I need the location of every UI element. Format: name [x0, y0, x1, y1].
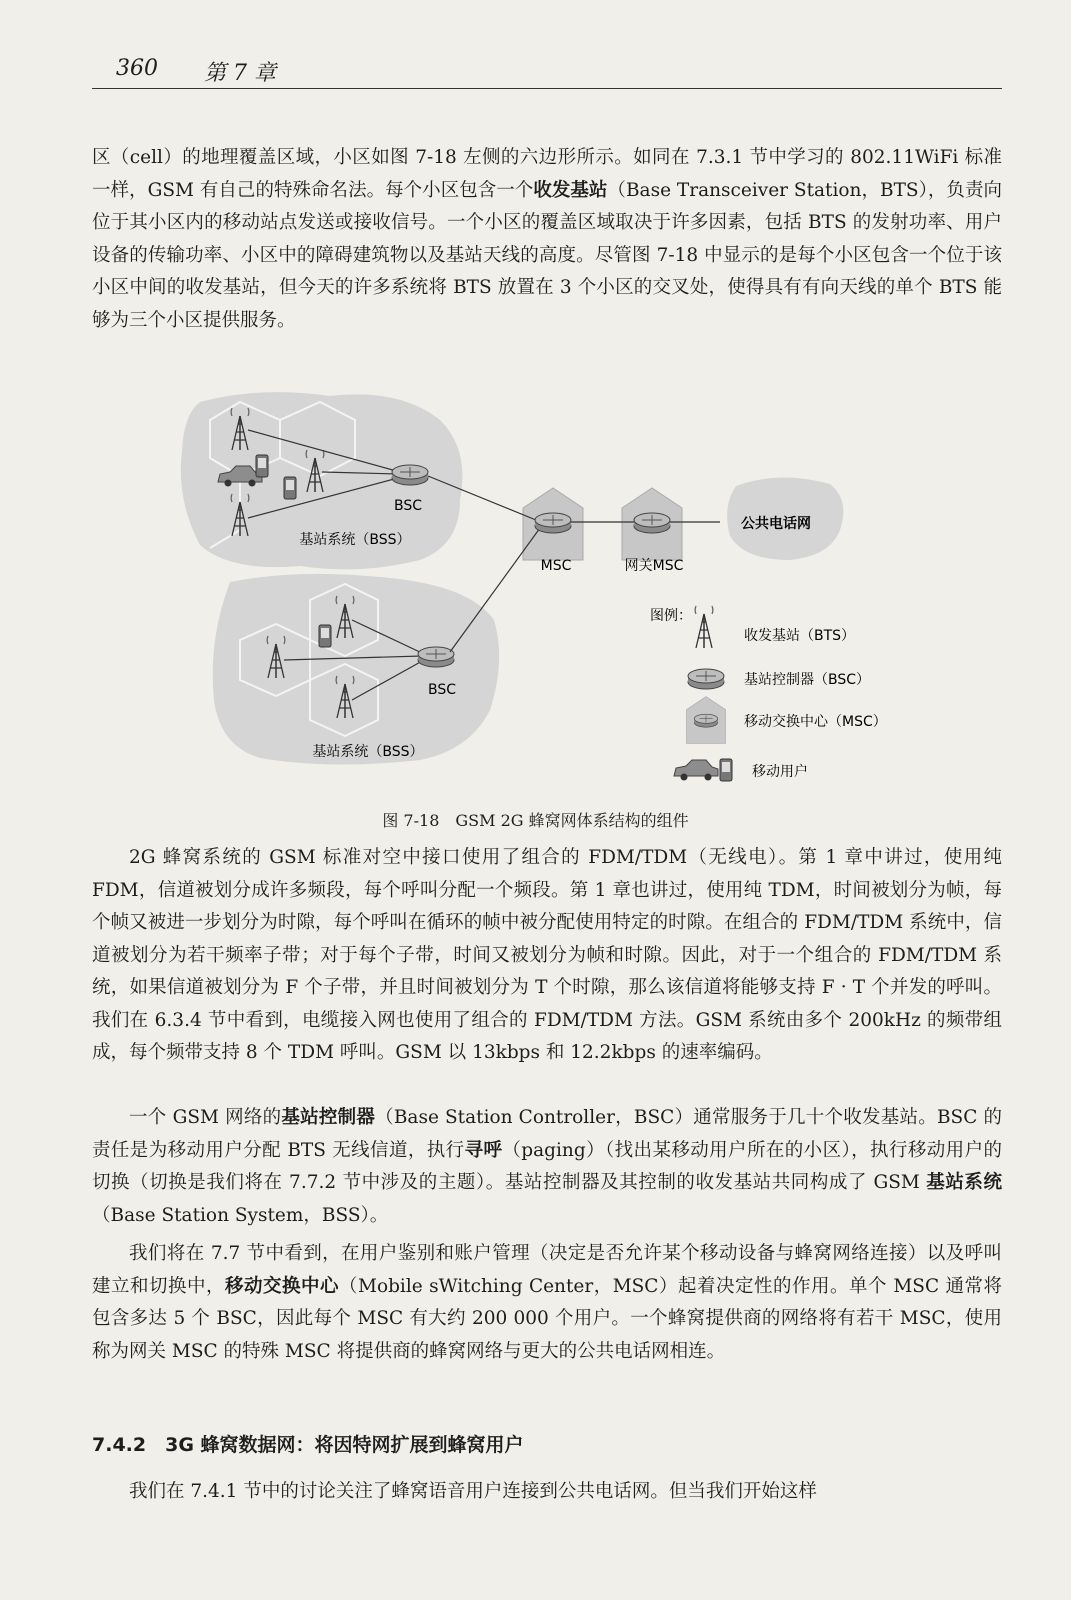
chapter-label: 第 7 章 [204, 61, 276, 86]
pstn-label: 公共电话网 [741, 516, 811, 532]
term-bts: 收发基站 [533, 179, 608, 201]
term-bss: 基站系统 [926, 1172, 1002, 1193]
bss-bottom-label: 基站系统（BSS） [312, 744, 424, 760]
page-number: 360 [116, 56, 158, 81]
legend-title: 图例： [650, 608, 692, 624]
term-bsc: 基站控制器 [281, 1107, 376, 1128]
para3-text-e: （paging）（找出某移动用户所在的小区），执行移动用户的切换（切换是我们将在 7.7.2 节中涉及的主题）。基站控制器及其控制的收发基站共同构成了 GSM [92, 1139, 1002, 1193]
para1-text-a: 区（cell）的地理覆盖区域，小区如图 7-18 左侧的六边形所示。如同在 7.3.1 节中学习的 802.11WiFi 标准一样，GSM 有自己的特殊命名法。每个小区包含一个 [92, 147, 1002, 201]
para4-text-c: （Mobile sWitching Center，MSC）起着决定性的作用。单个 MSC 通常将包含多达 5 个 BSC，因此每个 MSC 有大约 200 000 个用户。一个蜂窝提供商的网络将有若干 MSC，使用称为网关 MSC 的特殊 MSC 将提供商的蜂窝网络与更大的公共电话网相连。 [92, 1275, 1002, 1362]
para3-text-c: （Base Station Controller，BSC）通常服务于几十个收发基站。BSC 的责任是为移动用户分配 BTS 无线信道，执行 [92, 1107, 1002, 1161]
gateway-msc-label: 网关MSC [624, 558, 684, 574]
paragraph-5: 我们在 7.4.1 节中的讨论关注了蜂窝语音用户连接到公共电话网。但当我们开始这样 [129, 1481, 817, 1502]
bsc-top-label: BSC [393, 498, 423, 514]
bss-top-label: 基站系统（BSS） [299, 532, 411, 548]
term-paging: 寻呼 [464, 1139, 503, 1161]
section-heading: 7.4.2 3G 蜂窝数据网：将因特网扩展到蜂窝用户 [92, 1434, 524, 1456]
paragraph-4 [92, 1238, 1002, 1368]
bsc-bottom-label: BSC [427, 682, 457, 698]
legend-bts: 收发基站（BTS） [744, 628, 856, 644]
para4-text-a: 我们将在 7.7 节中看到，在用户鉴别和账户管理（决定是否允许某个移动设备与蜂窝网络连接）以及呼叫建立和切换中， [92, 1243, 1002, 1297]
legend-mobile-user: 移动用户 [752, 764, 808, 780]
para3-text-g: （Base Station System，BSS）。 [92, 1204, 389, 1226]
term-msc: 移动交换中心 [225, 1275, 339, 1297]
para1-text-c: （Base Transceiver Station，BTS），负责向位于其小区内的移动站点发送或接收信号。一个小区的覆盖区域取决于许多因素，包括 BTS 的发射功率、用户设备的传输功率、小区中的障碍建筑物以及基站天线的高度。尽管图 7-18 中显示的是每个小区包含一个位于该小区中间的收发基站，但今天的许多系统将 BTS 放置在 3 个小区的交叉处，使得具有有向天线的单个 BTS 能够为三个小区提供服务。 [92, 179, 1002, 331]
legend-bsc: 基站控制器（BSC） [744, 672, 871, 688]
msc-label: MSC [540, 558, 572, 574]
figure-caption: 图 7-18 GSM 2G 蜂窝网体系结构的组件 [382, 811, 689, 830]
paragraph-2: 2G 蜂窝系统的 GSM 标准对空中接口使用了组合的 FDM/TDM（无线电）。第 1 章中讲过，使用纯 FDM，信道被划分成许多频段，每个呼叫分配一个频段。第 1 章也讲过，使用纯 TDM，时间被划分为帧，每个帧又被进一步划分为时隙，每个呼叫在循环的帧中被分配使用特定的时隙。在组合的 FDM/TDM 系统中，信道被划分为若干频率子带；对于每个子带，时间又被划分为帧和时隙。因此，对于一个组合的 FDM/TDM 系统，如果信道被划分为 F 个子带，并且时间被划分为 T 个时隙，那么该信道将能够支持 F · T 个并发的呼叫。我们在 6.3.4 节中看到，电缆接入网也使用了组合的 FDM/TDM 方法。GSM 系统由多个 200kHz 的频带组成，每个频带支持 8 个 TDM 呼叫。GSM 以 13kbps 和 12.2kbps 的速率编码。 [92, 847, 1002, 1063]
paragraph-3 [92, 1102, 1002, 1232]
legend-msc: 移动交换中心（MSC） [744, 714, 887, 730]
para3-text-a: 一个 GSM 网络的 [129, 1107, 282, 1128]
